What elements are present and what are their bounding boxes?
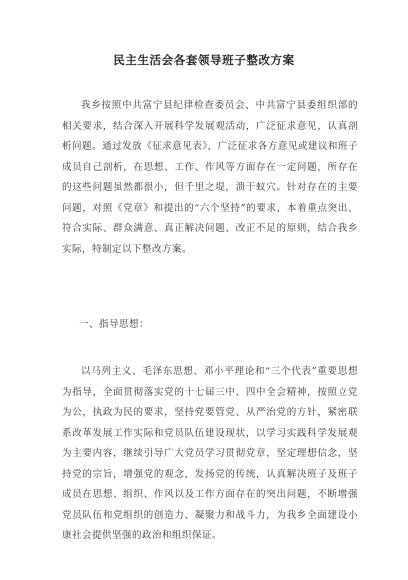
intro-paragraph: 我乡按照中共富宁县纪律检查委员会、中共富宁县委组织部的相关要求，结合深入开展科学发展观活动，广泛征求意见，认真剖析问题。通过发放《征求意见表》，广泛征求各方意见或建议和班子成员自己剖析，在思想、工作、作风等方面存在一定问题，所存在的这些问题虽然都很小，但千里之堤，溃于蚁穴。针对存在的主要问题，对照《党章》和提出的“六个坚持”的要求，本着重点突出、符合实际、群众满意、真正解决问题、改正不足的原则，结合我乡实际，特制定以下整改方案。 — [62, 100, 358, 255]
guiding-thought-paragraph: 以马列主义、毛泽东思想、邓小平理论和“三个代表”重要思想为指导，全面贯彻落实党的十七届三中、四中全会精神，按照立党为公，执政为民的要求，坚持党要管党、从严治党的方针，紧密联系改革发展工作实际和党员队伍建设现状，以学习实践科学发展观为主要内容，继续引导广大党员学习贯彻党章，坚定理想信念，坚持党的宗旨，增强党的观念，发扬党的传统，认真解决班子及班子成员在思想、组织、作风以及工作方面存在的突出问题，不断增强党员队伍和党组织的创造力、凝聚力和战斗力，为我乡全面建设小康社会提供坚强的政治和组织保证。 — [62, 366, 358, 541]
document-title: 民主生活会各套领导班子整改方案 — [113, 53, 295, 67]
section-heading: 一、指导思想： — [79, 319, 150, 330]
